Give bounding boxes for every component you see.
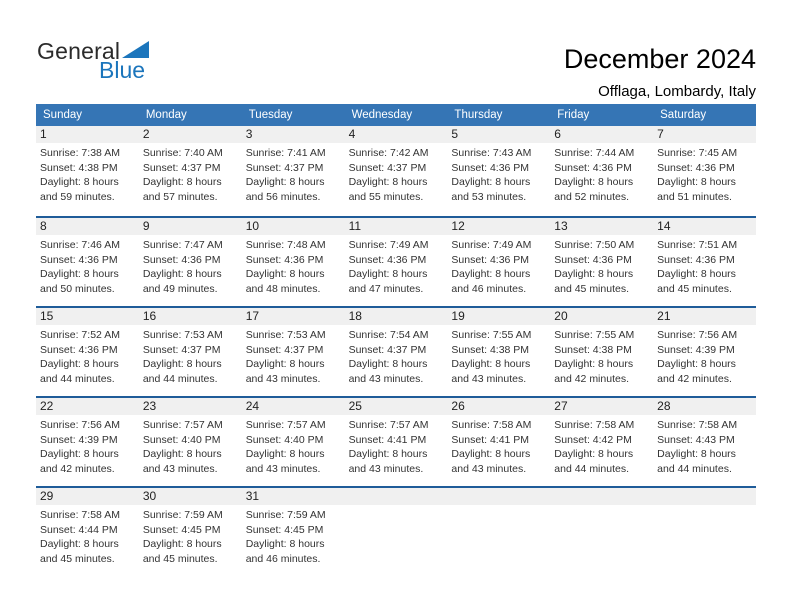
page-title: December 2024 <box>563 44 756 74</box>
daylight-text-line2: and 59 minutes. <box>40 190 115 203</box>
sunrise-text: Sunrise: 7:44 AM <box>554 147 635 159</box>
header-titles <box>564 44 756 100</box>
daylight-text-line2: and 45 minutes. <box>657 282 732 295</box>
daylight-text-line2: and 44 minutes. <box>142 372 218 385</box>
daylight-text-line2: and 44 minutes. <box>40 372 115 385</box>
day-details-row <box>36 505 756 566</box>
day-cell-21 <box>653 325 756 386</box>
sunrise-text: Sunrise: 7:43 AM <box>451 147 532 159</box>
sunrise-text: Sunrise: 7:55 AM <box>451 329 532 341</box>
day-cell-2 <box>139 143 242 204</box>
day-cell-1 <box>36 143 139 204</box>
daylight-text-line1: Daylight: 8 hours <box>348 176 428 188</box>
sunset-text: Sunset: 4:36 PM <box>40 253 118 266</box>
daylight-text-line2: and 50 minutes. <box>40 282 115 295</box>
sunrise-text: Sunrise: 7:59 AM <box>142 509 223 521</box>
daylight-text-line2: and 44 minutes. <box>554 462 629 475</box>
day-cell-10 <box>242 235 345 296</box>
day-number-28: 28 <box>657 399 671 413</box>
day-cell-26 <box>447 415 550 476</box>
day-number-31: 31 <box>245 489 260 503</box>
day-cell-18 <box>345 325 448 386</box>
day-number-5: 5 <box>451 127 459 141</box>
day-cell-15 <box>36 325 139 386</box>
sunset-text: Sunset: 4:37 PM <box>245 343 324 356</box>
daylight-text-line1: Daylight: 8 hours <box>657 268 736 280</box>
daylight-text-line1: Daylight: 8 hours <box>657 176 736 188</box>
daylight-text-line2: and 42 minutes. <box>554 372 629 385</box>
day-cell-31 <box>242 505 345 566</box>
sunset-text: Sunset: 4:37 PM <box>142 161 221 174</box>
day-cell-9 <box>139 235 242 296</box>
day-cell-4 <box>345 143 448 204</box>
sunrise-text: Sunrise: 7:58 AM <box>657 419 738 431</box>
day-number-13: 13 <box>554 219 568 233</box>
sunrise-text: Sunrise: 7:53 AM <box>245 329 326 341</box>
weekday-header-wednesday: Wednesday <box>351 109 413 121</box>
day-cell-25 <box>345 415 448 476</box>
daylight-text-line1: Daylight: 8 hours <box>142 538 222 550</box>
sunrise-text: Sunrise: 7:50 AM <box>554 239 635 251</box>
logo-text-blue: Blue <box>99 57 146 83</box>
logo-triangle-icon <box>122 41 149 58</box>
sunset-text: Sunset: 4:37 PM <box>142 343 221 356</box>
daylight-text-line2: and 46 minutes. <box>245 552 321 565</box>
day-number-band <box>36 488 756 505</box>
day-number-30: 30 <box>142 489 157 503</box>
day-number-29: 29 <box>40 489 54 503</box>
calendar-weeks <box>36 126 756 576</box>
day-number-empty <box>653 488 756 505</box>
sunrise-text: Sunrise: 7:58 AM <box>451 419 532 431</box>
daylight-text-line2: and 43 minutes. <box>348 372 424 385</box>
sunset-text: Sunset: 4:43 PM <box>657 433 735 446</box>
sunset-text: Sunset: 4:37 PM <box>348 343 427 356</box>
page-subtitle: Offlaga, Lombardy, Italy <box>598 83 756 100</box>
day-details-row <box>36 415 756 476</box>
daylight-text-line1: Daylight: 8 hours <box>348 358 428 370</box>
day-number-band <box>36 218 756 235</box>
day-number-27: 27 <box>554 399 568 413</box>
day-number-4: 4 <box>348 127 356 141</box>
daylight-text-line2: and 55 minutes. <box>348 190 424 203</box>
day-number-12: 12 <box>451 219 465 233</box>
day-cell-3 <box>242 143 345 204</box>
daylight-text-line2: and 45 minutes. <box>40 552 115 565</box>
sunset-text: Sunset: 4:37 PM <box>348 161 427 174</box>
daylight-text-line2: and 43 minutes. <box>348 462 424 475</box>
daylight-text-line2: and 52 minutes. <box>554 190 629 203</box>
day-number-23: 23 <box>142 399 157 413</box>
day-cell-5 <box>447 143 550 204</box>
sunrise-text: Sunrise: 7:41 AM <box>245 147 326 159</box>
sunrise-text: Sunrise: 7:42 AM <box>348 147 429 159</box>
weekday-header-tuesday: Tuesday <box>248 109 293 121</box>
daylight-text-line2: and 43 minutes. <box>245 462 321 475</box>
sunrise-text: Sunrise: 7:40 AM <box>142 147 223 159</box>
sunrise-text: Sunrise: 7:46 AM <box>40 239 120 251</box>
daylight-text-line2: and 47 minutes. <box>348 282 424 295</box>
day-number-19: 19 <box>451 309 465 323</box>
daylight-text-line1: Daylight: 8 hours <box>348 448 428 460</box>
daylight-text-line1: Daylight: 8 hours <box>40 538 119 550</box>
sunset-text: Sunset: 4:44 PM <box>40 523 118 536</box>
day-cell-24 <box>242 415 345 476</box>
day-cell-27 <box>550 415 653 476</box>
day-cell-empty <box>345 505 448 566</box>
sunset-text: Sunset: 4:42 PM <box>554 433 632 446</box>
weekday-header-monday: Monday <box>145 109 187 121</box>
weekday-header-sunday: Sunday <box>43 109 83 121</box>
day-cell-16 <box>139 325 242 386</box>
sunrise-text: Sunrise: 7:57 AM <box>142 419 223 431</box>
daylight-text-line1: Daylight: 8 hours <box>348 268 428 280</box>
day-number-2: 2 <box>142 127 150 141</box>
day-number-empty <box>550 488 653 505</box>
day-cell-22 <box>36 415 139 476</box>
daylight-text-line2: and 43 minutes. <box>451 372 527 385</box>
daylight-text-line2: and 46 minutes. <box>451 282 527 295</box>
sunrise-text: Sunrise: 7:57 AM <box>245 419 326 431</box>
weekday-header-thursday: Thursday <box>454 109 503 121</box>
sunset-text: Sunset: 4:38 PM <box>451 343 530 356</box>
day-number-empty <box>345 488 448 505</box>
daylight-text-line1: Daylight: 8 hours <box>142 448 222 460</box>
daylight-text-line2: and 51 minutes. <box>657 190 732 203</box>
sunset-text: Sunset: 4:40 PM <box>245 433 324 446</box>
daylight-text-line2: and 48 minutes. <box>245 282 321 295</box>
day-details-row <box>36 325 756 386</box>
day-cell-11 <box>345 235 448 296</box>
week-row-1 <box>36 126 756 216</box>
logo-text-general: General <box>37 38 121 64</box>
sunset-text: Sunset: 4:41 PM <box>451 433 530 446</box>
daylight-text-line1: Daylight: 8 hours <box>245 538 325 550</box>
day-number-empty <box>447 488 550 505</box>
day-number-6: 6 <box>554 127 561 141</box>
day-number-8: 8 <box>40 219 47 233</box>
day-cell-7 <box>653 143 756 204</box>
day-number-18: 18 <box>348 309 362 323</box>
daylight-text-line1: Daylight: 8 hours <box>40 176 119 188</box>
daylight-text-line1: Daylight: 8 hours <box>657 448 736 460</box>
daylight-text-line2: and 49 minutes. <box>142 282 218 295</box>
sunrise-text: Sunrise: 7:54 AM <box>348 329 429 341</box>
weekday-header-saturday: Saturday <box>660 109 707 121</box>
sunset-text: Sunset: 4:37 PM <box>245 161 324 174</box>
sunrise-text: Sunrise: 7:52 AM <box>40 329 120 341</box>
daylight-text-line2: and 43 minutes. <box>142 462 218 475</box>
daylight-text-line2: and 45 minutes. <box>554 282 629 295</box>
day-number-1: 1 <box>40 127 47 141</box>
day-number-11: 11 <box>348 219 362 233</box>
sunset-text: Sunset: 4:36 PM <box>245 253 324 266</box>
daylight-text-line1: Daylight: 8 hours <box>245 268 325 280</box>
sunset-text: Sunset: 4:36 PM <box>657 161 735 174</box>
week-row-4 <box>36 396 756 486</box>
sunrise-text: Sunrise: 7:59 AM <box>245 509 326 521</box>
daylight-text-line1: Daylight: 8 hours <box>142 268 222 280</box>
sunset-text: Sunset: 4:40 PM <box>142 433 221 446</box>
sunrise-text: Sunrise: 7:45 AM <box>657 147 738 159</box>
daylight-text-line2: and 53 minutes. <box>451 190 527 203</box>
week-row-5 <box>36 486 756 576</box>
sunrise-text: Sunrise: 7:49 AM <box>348 239 429 251</box>
sunset-text: Sunset: 4:36 PM <box>142 253 221 266</box>
day-cell-19 <box>447 325 550 386</box>
sunset-text: Sunset: 4:36 PM <box>40 343 118 356</box>
day-cell-empty <box>653 505 756 566</box>
daylight-text-line1: Daylight: 8 hours <box>40 448 119 460</box>
sunset-text: Sunset: 4:38 PM <box>40 161 118 174</box>
day-number-10: 10 <box>245 219 260 233</box>
day-number-16: 16 <box>142 309 157 323</box>
week-row-3 <box>36 306 756 396</box>
daylight-text-line1: Daylight: 8 hours <box>451 176 531 188</box>
sunrise-text: Sunrise: 7:56 AM <box>657 329 738 341</box>
day-number-7: 7 <box>657 127 664 141</box>
day-cell-23 <box>139 415 242 476</box>
sunset-text: Sunset: 4:38 PM <box>554 343 632 356</box>
daylight-text-line2: and 43 minutes. <box>451 462 527 475</box>
sunset-text: Sunset: 4:36 PM <box>554 253 632 266</box>
daylight-text-line2: and 56 minutes. <box>245 190 321 203</box>
day-number-band <box>36 308 756 325</box>
day-number-band <box>36 398 756 415</box>
daylight-text-line1: Daylight: 8 hours <box>245 176 325 188</box>
daylight-text-line1: Daylight: 8 hours <box>657 358 736 370</box>
day-details-row <box>36 143 756 204</box>
day-cell-13 <box>550 235 653 296</box>
daylight-text-line2: and 43 minutes. <box>245 372 321 385</box>
daylight-text-line2: and 42 minutes. <box>657 372 732 385</box>
sunset-text: Sunset: 4:45 PM <box>142 523 221 536</box>
day-cell-empty <box>550 505 653 566</box>
daylight-text-line1: Daylight: 8 hours <box>451 268 531 280</box>
sunset-text: Sunset: 4:36 PM <box>348 253 427 266</box>
general-blue-logo <box>37 40 149 82</box>
day-cell-6 <box>550 143 653 204</box>
sunrise-text: Sunrise: 7:58 AM <box>40 509 120 521</box>
sunset-text: Sunset: 4:45 PM <box>245 523 324 536</box>
day-number-25: 25 <box>348 399 362 413</box>
daylight-text-line1: Daylight: 8 hours <box>40 358 119 370</box>
sunrise-text: Sunrise: 7:51 AM <box>657 239 738 251</box>
sunset-text: Sunset: 4:36 PM <box>554 161 632 174</box>
daylight-text-line1: Daylight: 8 hours <box>554 358 634 370</box>
daylight-text-line2: and 42 minutes. <box>40 462 115 475</box>
day-cell-20 <box>550 325 653 386</box>
daylight-text-line1: Daylight: 8 hours <box>40 268 119 280</box>
day-number-24: 24 <box>245 399 260 413</box>
sunrise-text: Sunrise: 7:56 AM <box>40 419 120 431</box>
daylight-text-line1: Daylight: 8 hours <box>245 358 325 370</box>
weekday-header-row <box>36 104 756 126</box>
day-cell-12 <box>447 235 550 296</box>
daylight-text-line2: and 57 minutes. <box>142 190 218 203</box>
day-number-17: 17 <box>245 309 260 323</box>
calendar-table <box>36 104 756 576</box>
sunrise-text: Sunrise: 7:48 AM <box>245 239 326 251</box>
sunset-text: Sunset: 4:36 PM <box>657 253 735 266</box>
daylight-text-line2: and 44 minutes. <box>657 462 732 475</box>
sunrise-text: Sunrise: 7:55 AM <box>554 329 635 341</box>
day-number-26: 26 <box>451 399 465 413</box>
day-number-21: 21 <box>657 309 671 323</box>
week-row-2 <box>36 216 756 306</box>
sunrise-text: Sunrise: 7:58 AM <box>554 419 635 431</box>
sunset-text: Sunset: 4:36 PM <box>451 253 530 266</box>
daylight-text-line1: Daylight: 8 hours <box>142 358 222 370</box>
sunrise-text: Sunrise: 7:49 AM <box>451 239 532 251</box>
day-cell-30 <box>139 505 242 566</box>
daylight-text-line2: and 45 minutes. <box>142 552 218 565</box>
day-number-3: 3 <box>245 127 253 141</box>
day-number-20: 20 <box>554 309 568 323</box>
day-number-14: 14 <box>657 219 671 233</box>
sunrise-text: Sunrise: 7:57 AM <box>348 419 429 431</box>
day-cell-empty <box>447 505 550 566</box>
daylight-text-line1: Daylight: 8 hours <box>554 268 634 280</box>
daylight-text-line1: Daylight: 8 hours <box>451 358 531 370</box>
daylight-text-line1: Daylight: 8 hours <box>245 448 325 460</box>
sunrise-text: Sunrise: 7:47 AM <box>142 239 223 251</box>
weekday-header-friday: Friday <box>557 109 590 121</box>
sunset-text: Sunset: 4:36 PM <box>451 161 530 174</box>
day-cell-17 <box>242 325 345 386</box>
daylight-text-line1: Daylight: 8 hours <box>554 176 634 188</box>
day-number-15: 15 <box>40 309 54 323</box>
daylight-text-line1: Daylight: 8 hours <box>451 448 531 460</box>
sunrise-text: Sunrise: 7:38 AM <box>40 147 120 159</box>
sunset-text: Sunset: 4:39 PM <box>657 343 735 356</box>
day-number-22: 22 <box>40 399 54 413</box>
sunrise-text: Sunrise: 7:53 AM <box>142 329 223 341</box>
day-number-band <box>36 126 756 143</box>
sunset-text: Sunset: 4:41 PM <box>348 433 427 446</box>
day-cell-29 <box>36 505 139 566</box>
day-number-9: 9 <box>142 219 150 233</box>
daylight-text-line1: Daylight: 8 hours <box>142 176 222 188</box>
day-cell-8 <box>36 235 139 296</box>
day-details-row <box>36 235 756 296</box>
daylight-text-line1: Daylight: 8 hours <box>554 448 634 460</box>
day-cell-14 <box>653 235 756 296</box>
day-cell-28 <box>653 415 756 476</box>
sunset-text: Sunset: 4:39 PM <box>40 433 118 446</box>
